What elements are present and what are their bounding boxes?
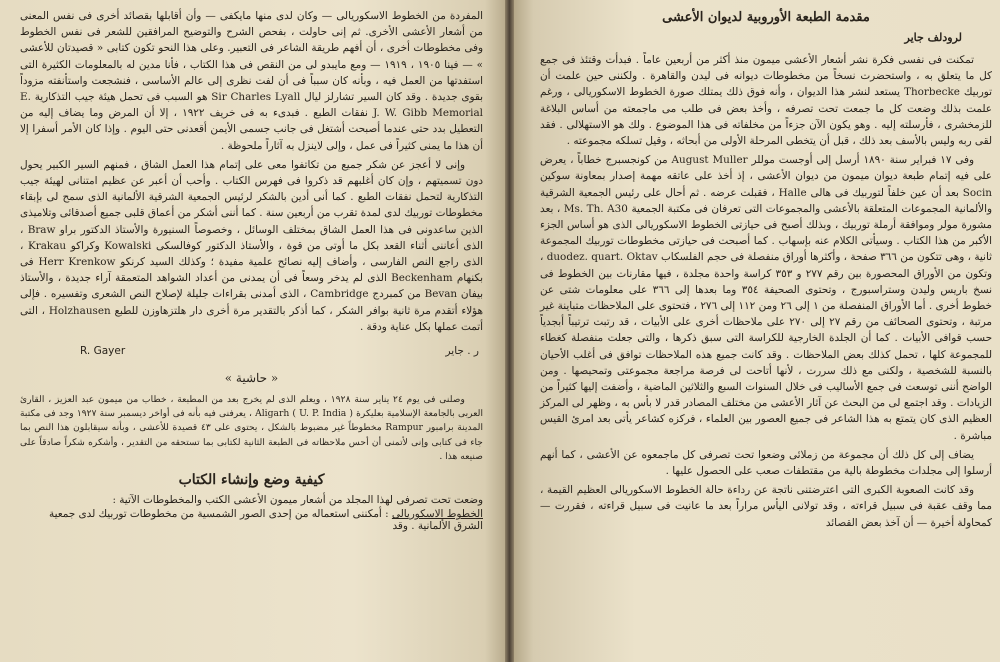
body-paragraph: وفى ١٧ فبراير سنة ١٨٩٠ أرسل إلى أوجست موللر August Muller من كونجسبرج خطاباً ، يعرض على فيه إتمام طبعة ديوان ميمون من ديوان الأعشى ، إذ أخذ على عاتقه مهمة إصدار بمعاونة سوكين Socin بعد أن عين خلفاً لتوربيك فى هالى Halle ، فقبلت عرضه . ثم أحال على رئيس الجمعية الشرقية والألمانية المجموعات المتعلقة بالأعشى والمجموعات التى تعرفان فى مكتبة الجمعية Ms. Th. A30 ، بعد مشورة مولر وموافقة أرملة توربيك ، وبذلك أصبح فى حيازتى الخطوط الاسكوريالى الذى هو أساس الجزء الأكبر من هذا الكتاب . وسيأتى الكلام عنه بإسهاب . كما أصبحت فى حيازتى مخطوطات توربيك المجموعة ثانية ، وهى تتكون من ٣٦٦ صفحة ، وأكثرها أوراق منفصلة فى حجم الفلسكاب duodez. quart. Oktav ، وتكون من الأوراق المحصورة بين رقم ٢٧٧ و ٣٥٣ كراسة واحدة مجلدة ، فيها مقارنات بين الخطوط فى نسخ باريس وليدن وستراسبورج ، وتحتوى الصحيفة ٣٥٤ وما بعدها إلى ٣٦٦ على معلومات شتى عن خطوط أخرى . أما الأوراق المنفصلة من ١ إلى ٢٦ ومن ١١٢ إلى ٢٧٦ ، فتحتوى على الملاحظات متباينة غير مرتبة ، وتحتوى الصحائف من رقم ٢٧ إلى ٢٧٠ على ملاحظات أخرى على الأبيات ، قد رتبت ترتيباً أبجدياً حسب قوافى الأبيات . كما أن الجلدة الخارجية للكراسة التى سبق ذكرها ، والتى جعلت منفصلة كغطاء للمجموعة كلها ، تحمل كذلك بعض الملاحظات . وقد كانت جميع هذه الملاحظات توافق فى أغلب الأحيان بالنسبة للشخصية ، ولكنى مع ذلك سررت ، لأنها أتاحت لى فرصة مراجعة مجموعتى وتمحيصها . ومن الواضح أننى توسعت فى جمع الأساليب فى خلال السنوات السبع والثلاثين الماضية ، وأضفت إليها كثيراً من الزيادات . وقد اجتمع لى من البحث عن آثار الأعشى من مختلف المصادر قدر لا بأس به ، وظهر لى المركز العظيم الذى كان يتمتع به هذا الشاعر فى جميع العصور بين العلماء ، فركزه كشاعر يأتى بعد امرئ القيس مباشرة . — [540, 154, 992, 442]
manuscript-item-text: : أمكننى استعماله من إحدى الصور الشمسية من مخطوطات توربيك لدى جمعية الشرق الألمانية . وقد — [49, 508, 483, 533]
signature-block — [80, 345, 479, 357]
notes-title: « حاشية » — [224, 371, 279, 386]
right-page — [514, 0, 1000, 662]
body-paragraph: المفردة من الخطوط الاسكوريالى — وكان لدى منها مايكفى — وأن أقابلها بقصائد أخرى فى نفس المعنى من أشعار الأعشى الأخرى. ثم إنى حاولت ، بفحص الشرح والتوضيح المرافقين للشعر فى نفس الخطوط وفى مخطوطات أخرى ، أن أفهم طريقة الشاعر فى التعبير. وعلى هذا النحو تكون كتابى « قصيدتان للأعشى » — فينا ١٩٠٥ ، ١٩١٩ — ومع مايبدو لى من النقص فى هذا الكتاب ، فأنا مدين له بالمعلومات الكثيرة التى استفدتها من العمل فيه ، وبأنه كان سبباً فى أن لفت نظرى إلى عالم الأساسى ، فنشجعت واستأنفته مزوداً بقوى جديدة . وقد كان السير تشارلز ليال Sir Charles Lyall هو السبب فى تحمل هيئة جيب التذكارية E. J. W. Gibb Memorial نفقات الطبع . فبدىء به فى خريف ١٩٢٢ ، إلا أن المرض وما يضاف إليه من التعطيل بدد حتى عندما أصبحت أشتغل فى جانب جسمى الأيمن أقعدنى حتى اليوم . وإذا كان الأمر أسفرا إلا أن هذا ما يمنى كثيراً فى عمل ، وإلى لاينزل به آثاراً ملحوظة . — [20, 10, 484, 152]
page-title: مقدمة الطبعة الأوروبية لديوان الأعشى — [662, 10, 870, 25]
section-title: كيفية وضع وإنشاء الكتاب — [178, 472, 325, 489]
right-page-body — [540, 52, 992, 531]
manuscript-item-label: الخطوط الاسكوريالى — [391, 508, 483, 521]
signature-latin: R. Gayer — [80, 345, 126, 358]
notes-body — [20, 393, 483, 464]
manuscript-item — [20, 508, 483, 532]
author-name: لرودلف جاير — [904, 31, 962, 44]
body-paragraph: يضاف إلى كل ذلك أن مجموعة من زملائى وضعوا تحت تصرفى كل ماجمعوه عن الأعشى ، كما أنهم أرسلوا إلى مجلدات مخطوطة بالية من مقتطفات صعب على الحصول عليها . — [540, 448, 992, 478]
signature-arabic: ر . جاير — [445, 345, 479, 358]
body-paragraph: وقد كانت الصعوبة الكبرى التى اعترضتنى ناتجة عن رداءة حالة الخطوط الاسكوريالى العظيم القيمة ، مما وقف عقبة فى سبيل قراءته ، وقد تولانى اليأس مراراً بعد ما عانيت فى سبيل قراءته ، فقررت — كمحاولة أخيرة — أن آخذ بعض القصائد — [540, 484, 992, 529]
body-paragraph: وإنى لا أعجز عن شكر جميع من تكاتفوا معى على إتمام هذا العمل الشاق ، فمنهم السير الكبير يحول دون تسميتهم ، وإن كان أغلبهم قد ذكروا فى فهرس الكتاب . وأحب أن أعبر عن عظيم امتنانى لهيئة جيب التذكارية لتحمل نفقات الطبع . كما أنى أدين بالشكر لرئيس الجمعية الشرقية الألمانية الذى سمح لى بإبقاء مخطوطات توربيك لدى لمدة تقرب من أربعين سنة . كما أننى أشكر من أعماق قلبى جميع أصدقائى وتلاميذى الذين ساعدونى فى هذا العمل الشاق بمختلف الوسائل ، وخصوصاً السنيورة والأستاذ الدكتور براو Braw ، الذى أعاننى أثناء القعد بكل ما أوتى من قوة ، والأستاذ الدكتور كوفالسكى Kowalski وكراكو Krakau ، الذى راجع النص الفارسى ، وأضاف إليه نصائح علمية مفيدة ؛ وكذلك السيد كرنكو Herr Krenkow فى بكنهام Beckenham الذى لم يدخر وسعاً فى أن يمدنى من أعداد الشواهد المتعمقة آراء جديدة ، والأستاذ بيفان Bevan من كمبردج Cambridge ، الذى أمدنى بقراءات جليلة لإصلاح النص الشعرى وتفسيره . فإلى هؤلاء أتقدم مرة ثانية بوافر الشكر ، كما أذكر بالتقدير مرة أخرى دار هلتزهاوزن للطبع Holzhausen ، التى أتمت عملها بكل عناية ودقة . — [20, 158, 484, 333]
book-gutter — [505, 0, 514, 662]
body-paragraph: تمكنت فى نفسى فكرة نشر أشعار الأعشى ميمون منذ أكثر من أربعين عاماً . فبدأت وقتئذ فى جمع كل ما يتعلق به ، واستحضرت نسخاً من مخطوطات ديوانه فى ليدن والقاهرة . ولكننى حين علمت أن توربيك Thorbecke يستعد لنشر هذا الديوان ، وأنه فوق ذلك يمتلك صورة الخطوط الاسكوريالى ، ورغم علمت بذلك وضعت كل ما جمعت تحت تصرفه ، وأخذ بعض فى طلب مى ماجمعته من أساس البلاغة للزمخشرى ، فأرسلته إليه . وهو يكون الآن جزءاً من مخلفاته فى هذا الموضوع . ولك هو الاستهلالى . فقد لقى ربه وليس بالأسف بعد ذلك ، قبل أن يتخطى المرحلة الأولى من أبحاثه ، وقيل تسلكه مجموعته . — [540, 54, 992, 148]
note-paragraph: وصلنى فى يوم ٢٤ يناير سنة ١٩٢٨ ، ويعلم الذى لم يخرج بعد من المطبعة ، خطاب من ميمون عبد العزيز ، القارئ العربى بالجامعة الإسلامية بعليكرة ( U. P. India ) Aligarh ، يعرفنى فيه بأنه فى أواخر ديسمبر سنة ١٩٢٧ وجد فى مكتبة المدينة برامبور Rampur مخطوطاً غير مضبوط بالشكل ، يحتوى على ٤٣ قصيدة للأعشى ، وبأنه سيقابلون هذا النص بما جاء فى كتابى وإنى لأتمنى أن أحس ملاحظاته فى الطبعة الثانية لكتابى بما تستحقه من التقدير ، وأشكره شكراً صادقاً على صنيعه هذا . — [20, 394, 484, 462]
left-page-body — [20, 8, 483, 335]
intro-line: وضعت تحت تصرفى لهذا المجلد من أشعار ميمون الأعشى الكتب والمخطوطات الآتية : — [112, 494, 483, 507]
